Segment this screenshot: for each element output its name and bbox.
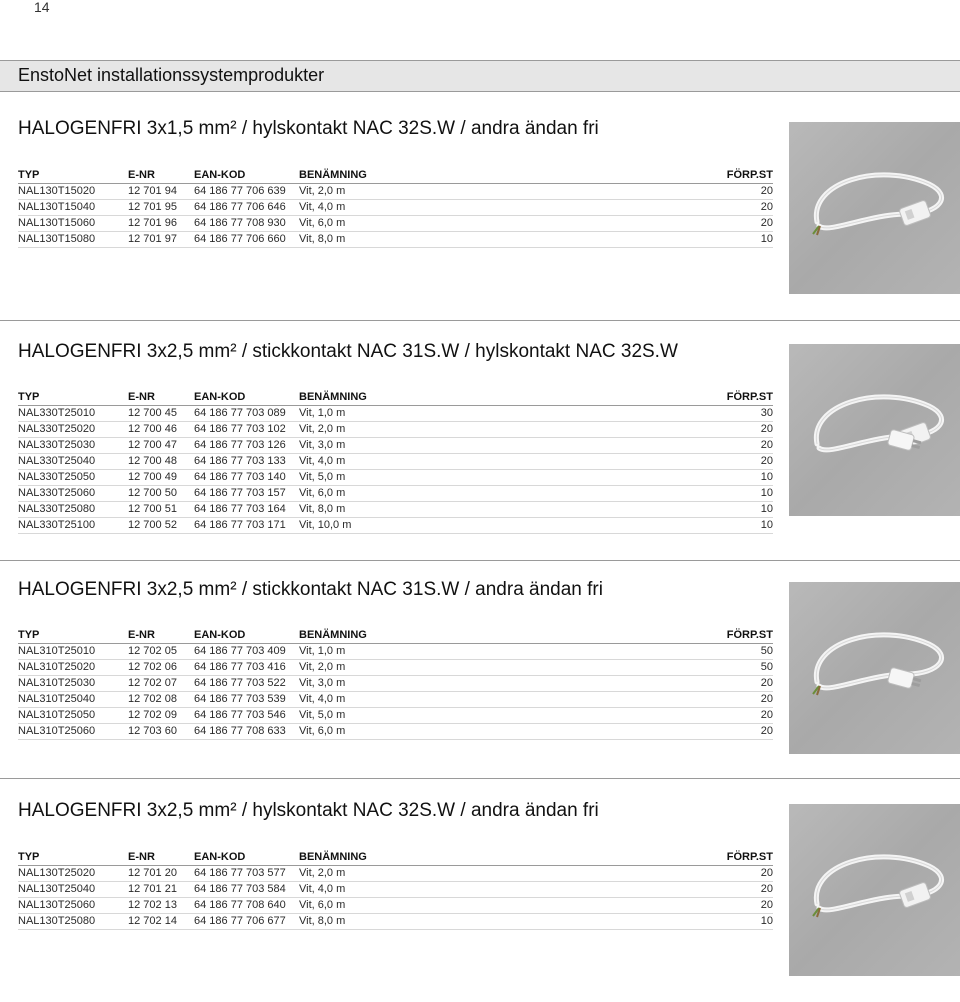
cell-forp: 30 — [599, 406, 773, 422]
cell-enr: 12 700 52 — [128, 518, 194, 534]
cell-benamning: Vit, 4,0 m — [299, 692, 599, 708]
cell-benamning: Vit, 2,0 m — [299, 866, 599, 882]
cell-typ: NAL330T25080 — [18, 502, 128, 518]
header-ean: EAN-KOD — [194, 850, 299, 866]
cell-forp: 50 — [599, 660, 773, 676]
cell-benamning: Vit, 8,0 m — [299, 914, 599, 930]
cell-typ: NAL330T25030 — [18, 438, 128, 454]
cell-benamning: Vit, 6,0 m — [299, 486, 599, 502]
header-typ: TYP — [18, 850, 128, 866]
cell-typ: NAL130T25020 — [18, 866, 128, 882]
cell-enr: 12 700 46 — [128, 422, 194, 438]
cell-typ: NAL310T25020 — [18, 660, 128, 676]
cell-enr: 12 700 45 — [128, 406, 194, 422]
table-header-row — [18, 168, 773, 184]
cell-ean: 64 186 77 703 157 — [194, 486, 299, 502]
cell-ean: 64 186 77 708 633 — [194, 724, 299, 740]
cell-ean: 64 186 77 706 646 — [194, 200, 299, 216]
header-typ: TYP — [18, 390, 128, 406]
cell-ean: 64 186 77 703 409 — [194, 644, 299, 660]
cell-forp: 10 — [599, 914, 773, 930]
table-row — [18, 914, 773, 930]
table-row — [18, 692, 773, 708]
cell-ean: 64 186 77 703 126 — [194, 438, 299, 454]
table-row — [18, 422, 773, 438]
cell-enr: 12 702 14 — [128, 914, 194, 930]
cell-typ: NAL130T15060 — [18, 216, 128, 232]
cable-icon — [789, 122, 960, 294]
cell-benamning: Vit, 2,0 m — [299, 660, 599, 676]
table-row — [18, 644, 773, 660]
product-photo-1 — [789, 122, 960, 294]
cell-typ: NAL130T15040 — [18, 200, 128, 216]
cell-enr: 12 701 21 — [128, 882, 194, 898]
section-title-3: HALOGENFRI 3x2,5 mm² / stickkontakt NAC 31S.W / andra ändan fri — [18, 579, 603, 600]
table-row — [18, 882, 773, 898]
table-row — [18, 866, 773, 882]
cell-enr: 12 702 07 — [128, 676, 194, 692]
cell-enr: 12 702 05 — [128, 644, 194, 660]
cell-benamning: Vit, 10,0 m — [299, 518, 599, 534]
cable-icon — [789, 582, 960, 754]
header-forp: FÖRP.ST — [599, 390, 773, 406]
cell-forp: 20 — [599, 422, 773, 438]
cell-benamning: Vit, 5,0 m — [299, 470, 599, 486]
cell-enr: 12 701 20 — [128, 866, 194, 882]
section-title-1: HALOGENFRI 3x1,5 mm² / hylskontakt NAC 32S.W / andra ändan fri — [18, 118, 599, 139]
cell-forp: 10 — [599, 518, 773, 534]
cell-ean: 64 186 77 708 930 — [194, 216, 299, 232]
table-row — [18, 660, 773, 676]
cell-forp: 20 — [599, 676, 773, 692]
header-ean: EAN-KOD — [194, 390, 299, 406]
cell-enr: 12 701 94 — [128, 184, 194, 200]
product-photo-3 — [789, 582, 960, 754]
cell-forp: 20 — [599, 708, 773, 724]
cell-ean: 64 186 77 706 639 — [194, 184, 299, 200]
cell-typ: NAL130T25040 — [18, 882, 128, 898]
cell-typ: NAL130T25080 — [18, 914, 128, 930]
header-forp: FÖRP.ST — [599, 850, 773, 866]
product-table-1 — [18, 168, 773, 248]
cell-enr: 12 702 08 — [128, 692, 194, 708]
cell-typ: NAL130T15020 — [18, 184, 128, 200]
cell-ean: 64 186 77 703 546 — [194, 708, 299, 724]
cable-icon — [789, 344, 960, 516]
product-photo-4 — [789, 804, 960, 976]
cell-forp: 20 — [599, 866, 773, 882]
header-benamning: BENÄMNING — [299, 168, 599, 184]
cell-forp: 20 — [599, 200, 773, 216]
cell-forp: 20 — [599, 724, 773, 740]
cell-typ: NAL330T25050 — [18, 470, 128, 486]
table-row — [18, 518, 773, 534]
cell-forp: 10 — [599, 470, 773, 486]
cell-typ: NAL330T25010 — [18, 406, 128, 422]
header-forp: FÖRP.ST — [599, 168, 773, 184]
cell-forp: 10 — [599, 486, 773, 502]
cell-benamning: Vit, 3,0 m — [299, 676, 599, 692]
header-benamning: BENÄMNING — [299, 628, 599, 644]
cell-typ: NAL130T15080 — [18, 232, 128, 248]
table-row — [18, 676, 773, 692]
cell-enr: 12 700 47 — [128, 438, 194, 454]
header-ean: EAN-KOD — [194, 628, 299, 644]
cell-benamning: Vit, 8,0 m — [299, 502, 599, 518]
table-row — [18, 406, 773, 422]
cell-typ: NAL310T25060 — [18, 724, 128, 740]
cell-typ: NAL130T25060 — [18, 898, 128, 914]
table-row — [18, 438, 773, 454]
cell-forp: 10 — [599, 232, 773, 248]
header-enr: E-NR — [128, 168, 194, 184]
header-ean: EAN-KOD — [194, 168, 299, 184]
cell-forp: 20 — [599, 216, 773, 232]
cell-forp: 20 — [599, 184, 773, 200]
cell-forp: 20 — [599, 692, 773, 708]
section-title-4: HALOGENFRI 3x2,5 mm² / hylskontakt NAC 32S.W / andra ändan fri — [18, 800, 599, 821]
table-row — [18, 470, 773, 486]
catalog-banner — [0, 60, 960, 92]
header-enr: E-NR — [128, 390, 194, 406]
cell-benamning: Vit, 3,0 m — [299, 438, 599, 454]
header-forp: FÖRP.ST — [599, 628, 773, 644]
cell-enr: 12 702 09 — [128, 708, 194, 724]
cell-enr: 12 700 49 — [128, 470, 194, 486]
cell-benamning: Vit, 6,0 m — [299, 724, 599, 740]
header-typ: TYP — [18, 628, 128, 644]
product-table-2 — [18, 390, 773, 534]
cell-benamning: Vit, 4,0 m — [299, 200, 599, 216]
cell-typ: NAL330T25100 — [18, 518, 128, 534]
table-header-row — [18, 390, 773, 406]
section-divider — [0, 560, 960, 561]
cell-typ: NAL330T25060 — [18, 486, 128, 502]
table-row — [18, 486, 773, 502]
cell-benamning: Vit, 2,0 m — [299, 422, 599, 438]
cell-benamning: Vit, 4,0 m — [299, 882, 599, 898]
cell-benamning: Vit, 6,0 m — [299, 898, 599, 914]
cell-ean: 64 186 77 706 677 — [194, 914, 299, 930]
cell-enr: 12 702 13 — [128, 898, 194, 914]
cell-enr: 12 701 96 — [128, 216, 194, 232]
cell-benamning: Vit, 1,0 m — [299, 406, 599, 422]
product-table-4 — [18, 850, 773, 930]
cell-ean: 64 186 77 703 171 — [194, 518, 299, 534]
cell-ean: 64 186 77 703 539 — [194, 692, 299, 708]
cell-typ: NAL310T25010 — [18, 644, 128, 660]
table-row — [18, 724, 773, 740]
cell-forp: 20 — [599, 898, 773, 914]
cell-enr: 12 700 50 — [128, 486, 194, 502]
cell-enr: 12 701 97 — [128, 232, 194, 248]
cell-benamning: Vit, 4,0 m — [299, 454, 599, 470]
cell-typ: NAL330T25020 — [18, 422, 128, 438]
cell-forp: 20 — [599, 454, 773, 470]
header-typ: TYP — [18, 168, 128, 184]
cell-ean: 64 186 77 703 089 — [194, 406, 299, 422]
cell-enr: 12 701 95 — [128, 200, 194, 216]
section-title-2: HALOGENFRI 3x2,5 mm² / stickkontakt NAC 31S.W / hylskontakt NAC 32S.W — [18, 341, 678, 362]
cell-enr: 12 702 06 — [128, 660, 194, 676]
cell-enr: 12 703 60 — [128, 724, 194, 740]
section-divider — [0, 778, 960, 779]
table-row — [18, 454, 773, 470]
cell-ean: 64 186 77 703 416 — [194, 660, 299, 676]
table-row — [18, 216, 773, 232]
cell-ean: 64 186 77 703 133 — [194, 454, 299, 470]
cable-icon — [789, 804, 960, 976]
cell-benamning: Vit, 1,0 m — [299, 644, 599, 660]
cell-forp: 20 — [599, 882, 773, 898]
cell-ean: 64 186 77 703 140 — [194, 470, 299, 486]
banner-title: EnstoNet installationssystemprodukter — [18, 65, 325, 85]
cell-forp: 20 — [599, 438, 773, 454]
header-benamning: BENÄMNING — [299, 390, 599, 406]
cell-ean: 64 186 77 703 577 — [194, 866, 299, 882]
product-photo-2 — [789, 344, 960, 516]
cell-benamning: Vit, 8,0 m — [299, 232, 599, 248]
cell-typ: NAL310T25040 — [18, 692, 128, 708]
cell-forp: 10 — [599, 502, 773, 518]
table-row — [18, 898, 773, 914]
table-row — [18, 708, 773, 724]
table-header-row — [18, 628, 773, 644]
cell-benamning: Vit, 5,0 m — [299, 708, 599, 724]
cell-ean: 64 186 77 708 640 — [194, 898, 299, 914]
table-row — [18, 502, 773, 518]
cell-ean: 64 186 77 703 584 — [194, 882, 299, 898]
product-table-3 — [18, 628, 773, 740]
header-benamning: BENÄMNING — [299, 850, 599, 866]
cell-typ: NAL310T25050 — [18, 708, 128, 724]
header-enr: E-NR — [128, 850, 194, 866]
table-header-row — [18, 850, 773, 866]
table-row — [18, 232, 773, 248]
section-divider — [0, 320, 960, 321]
cell-enr: 12 700 51 — [128, 502, 194, 518]
cell-ean: 64 186 77 706 660 — [194, 232, 299, 248]
table-row — [18, 184, 773, 200]
cell-ean: 64 186 77 703 164 — [194, 502, 299, 518]
cell-typ: NAL310T25030 — [18, 676, 128, 692]
cell-forp: 50 — [599, 644, 773, 660]
cell-typ: NAL330T25040 — [18, 454, 128, 470]
header-enr: E-NR — [128, 628, 194, 644]
cell-enr: 12 700 48 — [128, 454, 194, 470]
cell-ean: 64 186 77 703 102 — [194, 422, 299, 438]
table-row — [18, 200, 773, 216]
cell-benamning: Vit, 2,0 m — [299, 184, 599, 200]
page-number: 14 — [34, 0, 50, 15]
cell-benamning: Vit, 6,0 m — [299, 216, 599, 232]
cell-ean: 64 186 77 703 522 — [194, 676, 299, 692]
